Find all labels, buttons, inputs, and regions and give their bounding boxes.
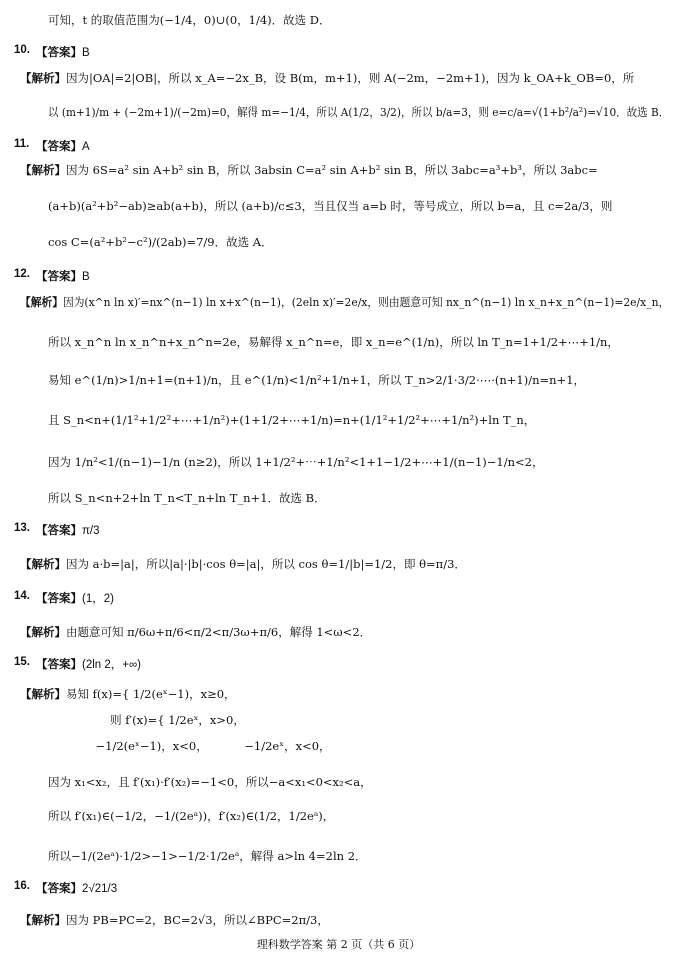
answer-text — [36, 138, 90, 154]
answer-value: B — [82, 47, 90, 59]
solution-text: 因为 a·b=|a|，所以|a|·|b|·cos θ=|a|，所以 cos θ=1/|b|=1/2，即 θ=π/3． — [66, 557, 466, 571]
solution-text: 由题意可知 π/6ω+π/6<π/2<π/3ω+π/6，解得 1<ω<2． — [66, 625, 372, 639]
solution-text: 因为 6S=a² sin A+b² sin B，所以 3absin C=a² sin A+b² sin B，所以 3abc=a³+b³，所以 3abc= — [66, 163, 598, 177]
solution-text: −1/2(eˣ−1)，x<0， −1/2eˣ，x<0， — [48, 739, 331, 753]
solution-text: 则 f′(x)={ 1/2eˣ，x>0， — [48, 713, 245, 727]
answer-tag: 【答案】 — [36, 269, 82, 283]
solution-text: (a+b)(a²+b²−ab)≥ab(a+b)，所以 (a+b)/c≤3，当且仅当 a=b 时，等号成立，所以 b=a，且 c=2a/3，则 — [48, 199, 613, 213]
solution-text: cos C=(a²+b²−c²)/(2ab)=7/9．故选 A． — [48, 235, 273, 249]
solution-text: 因为(x^n ln x)′=nx^(n−1) ln x+x^(n−1)，(2eln x)′=2e/x，则由题意可知 nx_n^(n−1) ln x_n+x_n^(n−1)=2e/x_n， — [62, 295, 670, 309]
question-number: 15. — [14, 656, 30, 668]
solution-label: 【解析】 — [20, 913, 66, 927]
solution-label: 【解析】 — [20, 295, 63, 309]
question-number: 10. — [14, 44, 30, 56]
solution-text: 因为 1/n²<1/(n−1)−1/n (n≥2)，所以 1+1/2²+⋯+1/n²<1+1−1/2+⋯+1/(n−1)−1/n<2， — [48, 455, 544, 469]
solution-text: 所以 S_n<n+2+ln T_n<T_n+ln T_n+1．故选 B． — [48, 491, 326, 505]
solution-label: 【解析】 — [20, 625, 66, 639]
answer-text — [36, 268, 90, 284]
question-number: 11. — [14, 138, 30, 150]
solution-text: 易知 f(x)={ 1/2(eˣ−1)，x≥0， — [66, 687, 236, 701]
answer-value: (1，2) — [82, 593, 114, 605]
page-footer: 理科数学答案 第 2 页（共 6 页） — [256, 938, 421, 951]
solution-label: 【解析】 — [20, 687, 66, 701]
answer-value: A — [82, 141, 90, 153]
solution-text: 所以−1/(2eᵃ)·1/2>−1>−1/2·1/2eᵃ，解得 a>ln 4=2ln 2． — [48, 849, 367, 863]
question-number: 13. — [14, 522, 30, 534]
answer-value: (2ln 2，+∞) — [82, 659, 142, 671]
question-number: 14. — [14, 590, 30, 602]
answer-tag: 【答案】 — [36, 523, 82, 537]
answer-tag: 【答案】 — [36, 881, 82, 895]
answer-tag: 【答案】 — [36, 139, 82, 153]
solution-label: 【解析】 — [20, 163, 66, 177]
solution-text: 因为 x₁<x₂，且 f′(x₁)·f′(x₂)=−1<0，所以−a<x₁<0<x₂<a， — [48, 775, 372, 789]
solution-text: 因为 PB=PC=2，BC=2√3，所以∠BPC=2π/3， — [66, 913, 329, 927]
answer-tag: 【答案】 — [36, 657, 82, 671]
answer-text — [36, 522, 100, 538]
answer-text — [36, 880, 117, 896]
solution-label: 【解析】 — [20, 71, 66, 85]
question-number: 16. — [14, 880, 30, 892]
solution-text: 所以 x_n^n ln x_n^n+x_n^n=2e，易解得 x_n^n=e，即 x_n=e^(1/n)，所以 ln T_n=1+1/2+⋯+1/n， — [48, 335, 619, 349]
solution-text: 且 S_n<n+(1/1²+1/2²+⋯+1/n²)+(1+1/2+⋯+1/n)=n+(1/1²+1/2²+⋯+1/n²)+ln T_n， — [48, 413, 536, 427]
solution-text: 以 (m+1)/m + (−2m+1)/(−2m)=0，解得 m=−1/4，所以 A(1/2，3/2)，所以 b/a=3，则 e=c/a=√(1+b²/a²)=√10．故选 B． — [48, 105, 670, 119]
answer-value: π/3 — [82, 525, 100, 537]
question-number: 12. — [14, 268, 30, 280]
solution-text: 所以 f′(x₁)∈(−1/2，−1/(2eᵃ))，f′(x₂)∈(1/2，1/2eᵃ)， — [48, 809, 335, 823]
solution-label: 【解析】 — [20, 557, 66, 571]
answer-value: B — [82, 271, 90, 283]
solution-text: 因为|OA|=2|OB|，所以 x_A=−2x_B，设 B(m，m+1)，则 A(−2m，−2m+1)，因为 k_OA+k_OB=0，所 — [66, 71, 635, 85]
answer-text — [36, 656, 141, 672]
answer-text — [36, 590, 114, 606]
solution-text: 可知，t 的取值范围为(−1/4，0)∪(0，1/4)．故选 D． — [48, 13, 331, 27]
answer-tag: 【答案】 — [36, 45, 82, 59]
answer-value: 2√21/3 — [82, 883, 118, 895]
answer-tag: 【答案】 — [36, 591, 82, 605]
solution-text: 易知 e^(1/n)>1/n+1=(n+1)/n，且 e^(1/n)<1/n²+1/n+1，所以 T_n>2/1·3/2·⋯·(n+1)/n=n+1， — [48, 373, 586, 387]
answer-text — [36, 44, 90, 60]
